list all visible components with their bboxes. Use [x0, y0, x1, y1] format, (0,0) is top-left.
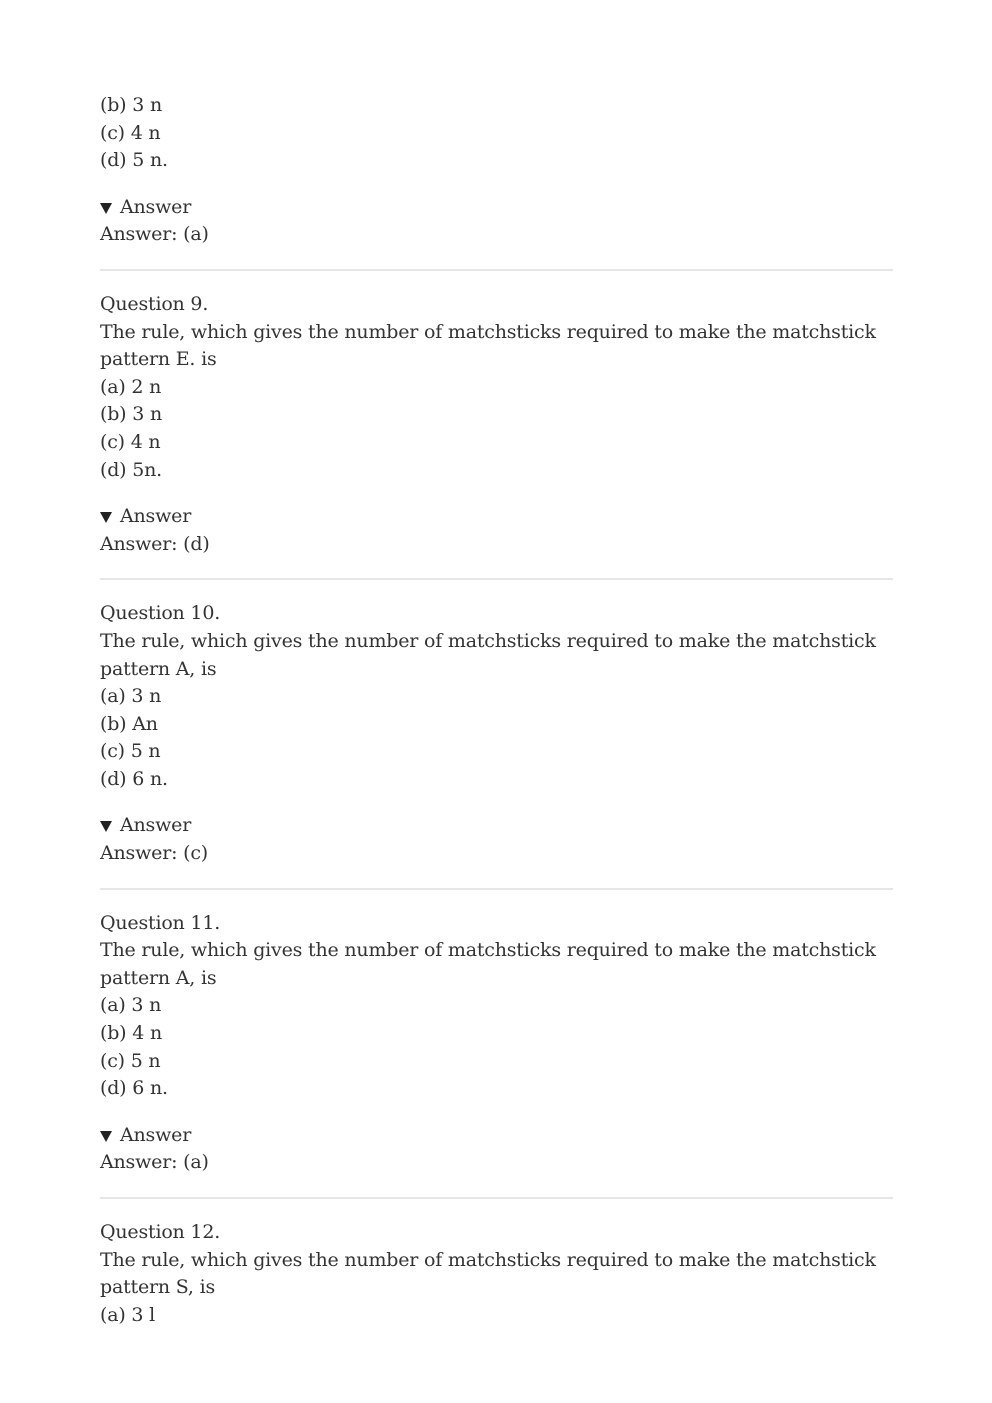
question-title: Question 9.	[100, 292, 209, 315]
question-title: Question 12.	[100, 1221, 221, 1243]
question-12	[100, 1219, 893, 1329]
option-d: (d) 5n.	[100, 458, 162, 481]
answer-toggle-label: Answer	[120, 505, 192, 528]
option-c: (c) 4 n	[100, 430, 161, 453]
question-text: The rule, which gives the number of matchsticks required to make the matchstick pattern A, is	[100, 629, 876, 680]
divider	[100, 269, 893, 271]
disclosure-triangle-icon	[100, 1131, 112, 1142]
answer-toggle-label: Answer	[120, 195, 192, 218]
answer-toggle[interactable]	[100, 503, 893, 531]
option-b: (b) An	[100, 712, 158, 735]
disclosure-triangle-icon	[100, 203, 112, 214]
answer-text: Answer: (a)	[100, 223, 209, 246]
option-a: (a) 3 n	[100, 685, 162, 708]
option-b: (b) 3 n	[100, 94, 162, 116]
option-c: (c) 5 n	[100, 1049, 161, 1072]
option-a: (a) 3 n	[100, 994, 162, 1017]
option-d: (d) 6 n.	[100, 1077, 168, 1100]
question-text: The rule, which gives the number of matchsticks required to make the matchstick pattern S, is	[100, 1248, 876, 1299]
option-c: (c) 4 n	[100, 121, 161, 144]
question-10	[100, 600, 893, 867]
disclosure-triangle-icon	[100, 821, 112, 832]
option-a: (a) 2 n	[100, 375, 162, 398]
answer-toggle[interactable]	[100, 194, 893, 222]
divider	[100, 888, 893, 890]
question-text: The rule, which gives the number of matchsticks required to make the matchstick pattern E. is	[100, 320, 876, 371]
answer-toggle[interactable]	[100, 812, 893, 840]
option-d: (d) 5 n.	[100, 149, 168, 172]
option-c: (c) 5 n	[100, 740, 161, 763]
answer-text: Answer: (a)	[100, 1151, 209, 1174]
question-9	[100, 291, 893, 558]
answer-toggle[interactable]	[100, 1122, 893, 1150]
option-a: (a) 3 l	[100, 1303, 155, 1326]
option-b: (b) 3 n	[100, 403, 162, 426]
question-11	[100, 910, 893, 1177]
question-title: Question 11.	[100, 911, 221, 934]
answer-text: Answer: (c)	[100, 842, 209, 865]
option-d: (d) 6 n.	[100, 767, 168, 790]
divider	[100, 1197, 893, 1199]
question-text: The rule, which gives the number of matchsticks required to make the matchstick pattern A, is	[100, 939, 876, 989]
answer-toggle-label: Answer	[120, 1123, 192, 1146]
question-8-continuation	[100, 92, 893, 249]
question-title: Question 10.	[100, 602, 221, 625]
document-page	[100, 92, 893, 1329]
answer-toggle-label: Answer	[120, 814, 192, 837]
divider	[100, 578, 893, 580]
disclosure-triangle-icon	[100, 512, 112, 523]
answer-text: Answer: (d)	[100, 532, 210, 555]
option-b: (b) 4 n	[100, 1022, 162, 1045]
